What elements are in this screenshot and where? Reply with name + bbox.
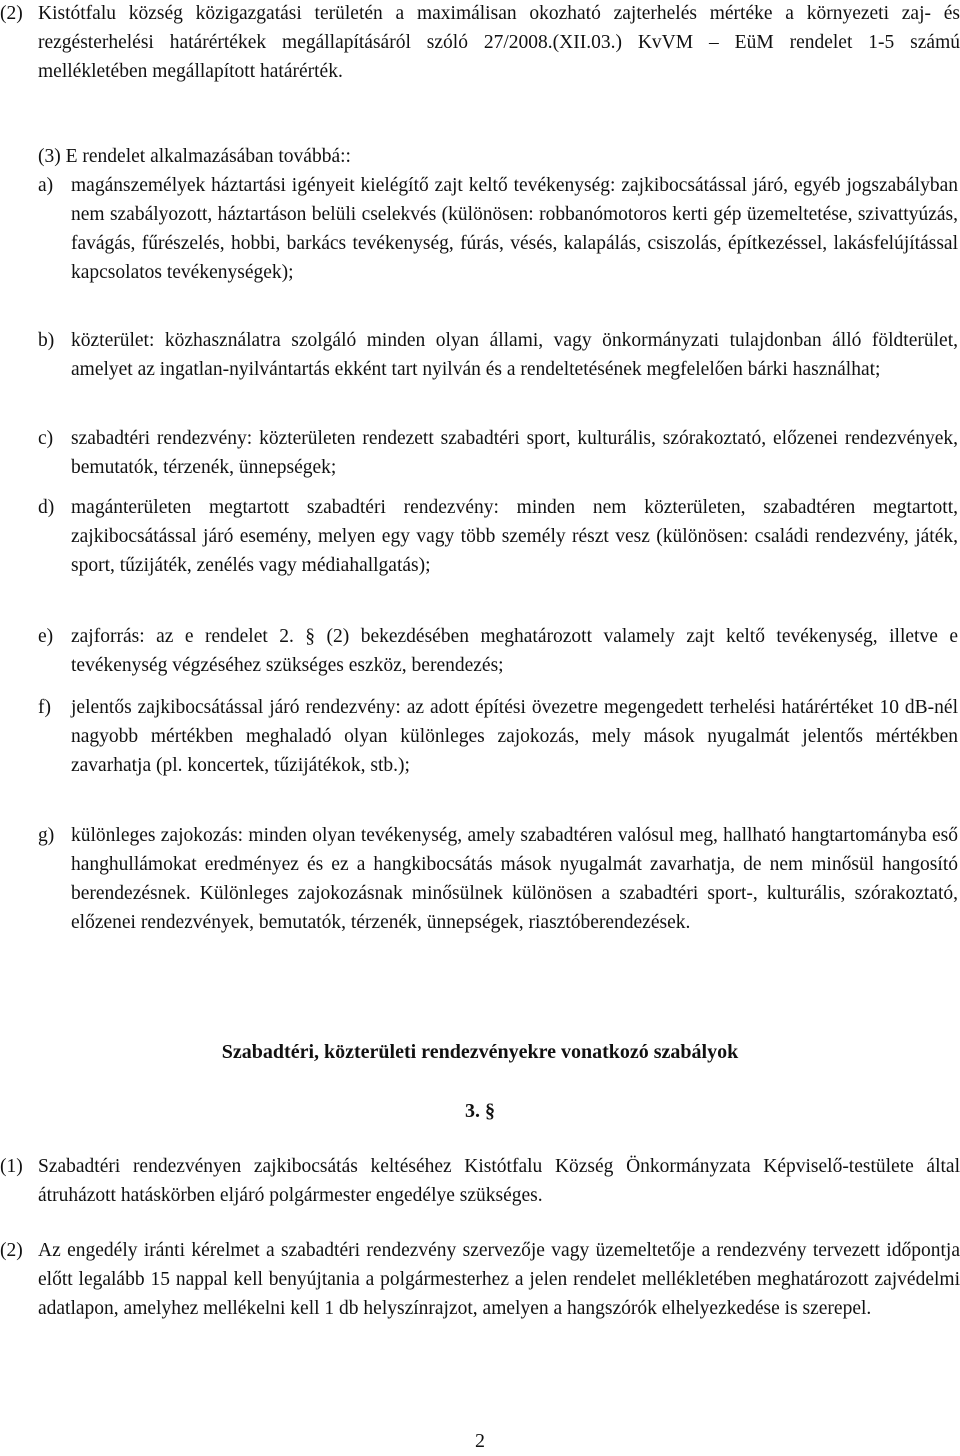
definition-c <box>38 424 958 482</box>
definition-b-label: b) <box>38 330 55 351</box>
definition-b <box>38 326 958 384</box>
section-number: 3. § <box>465 1100 495 1122</box>
definition-b-text: közterület: közhasználatra szolgáló minden olyan állami, vagy önkormányzati tulajdonban álló földterület, amelyet az ingatlan-nyilvántartás ekként tart nyilván és a rendeltetésének megfelelően bárki használhat; <box>71 330 958 380</box>
paragraph-2 <box>0 0 960 86</box>
page-number: 2 <box>475 1430 485 1452</box>
paragraph-2-text: Kistótfalu község közigazgatási területén a maximálisan okozható zajterhelés mértéke a környezeti zaj- és rezgésterhelési határértékek megállapításáról szóló 27/2008.(XII.03.) KvVM – EüM rendelet 1-5 számú mellékletében megállapított határérték. <box>38 3 960 82</box>
definition-f <box>38 693 958 780</box>
section-paragraph-1-text: Szabadtéri rendezvényen zajkibocsátás keltéséhez Kistótfalu Község Önkormányzata Képviselő-testülete által átruházott hatáskörben eljáró polgármester engedélye szükséges. <box>38 1156 960 1206</box>
definition-e <box>38 622 958 680</box>
definition-d <box>38 493 958 580</box>
definition-e-label: e) <box>38 626 54 647</box>
definition-g <box>38 821 958 937</box>
section-paragraph-1 <box>0 1152 960 1210</box>
definition-e-text: zajforrás: az e rendelet 2. § (2) bekezdésében meghatározott valamely zajt keltő tevékenység, illetve e tevékenység végzéséhez szükséges eszköz, berendezés; <box>71 626 958 676</box>
definition-a-label: a) <box>38 175 54 196</box>
section-paragraph-1-label: (1) <box>0 1156 23 1177</box>
definition-c-label: c) <box>38 428 54 449</box>
definition-f-label: f) <box>38 697 51 718</box>
section-paragraph-2-label: (2) <box>0 1240 23 1261</box>
definition-d-text: magánterületen megtartott szabadtéri rendezvény: minden nem közterületen, szabadtéren megtartott, zajkibocsátással járó esemény, melyen egy vagy több személy részt vesz (különösen: családi rendezvény, játék, sport, tűzijáték, zenélés vagy médiahallgatás); <box>71 497 958 576</box>
definition-d-label: d) <box>38 497 55 518</box>
definition-g-text: különleges zajokozás: minden olyan tevékenység, amely szabadtéren valósul meg, hallható hangtartományba eső hanghullámokat eredményez és ez a hangkibocsátás mások nyugalmát zavarhatja, de nem minősül hangosító berendezésnek. Különleges zajokozásnak minősülnek különösen a szabadtéri sport-, kulturális, szórakoztató, előzenei rendezvények, bemutatók, térzenék, ünnepségek, riasztóberendezések. <box>71 825 958 933</box>
paragraph-2-label: (2) <box>0 3 23 24</box>
definition-f-text: jelentős zajkibocsátással járó rendezvény: az adott építési övezetre megengedett terhelési határértéket 10 dB-nél nagyobb mértékben meghaladó olyan különleges zajokozás, mely mások nyugalmát jelentős mértékben zavarhatja (pl. koncertek, tűzijátékok, stb.); <box>71 697 958 776</box>
definition-g-label: g) <box>38 825 55 846</box>
definition-a <box>38 171 958 287</box>
definition-c-text: szabadtéri rendezvény: közterületen rendezett szabadtéri sport, kulturális, szórakoztató, előzenei rendezvények, bemutatók, térzenék, ünnepségek; <box>71 428 958 478</box>
paragraph-3-intro: (3) E rendelet alkalmazásában továbbá:: <box>38 146 351 167</box>
section-heading: Szabadtéri, közterületi rendezvényekre vonatkozó szabályok <box>221 1041 739 1063</box>
section-paragraph-2 <box>0 1236 960 1323</box>
section-paragraph-2-text: Az engedély iránti kérelmet a szabadtéri rendezvény szervezője vagy üzemeltetője a rendezvény tervezett időpontja előtt legalább 15 nappal kell benyújtania a polgármesterhez a jelen rendelet mellékletében meghatározott zajvédelmi adatlapon, amelyhez mellékelni kell 1 db helyszínrajzot, amelyen a hangszórók elhelyezkedése is szerepel. <box>38 1240 960 1319</box>
definition-a-text: magánszemélyek háztartási igényeit kielégítő zajt keltő tevékenység: zajkibocsátással járó, egyéb jogszabályban nem szabályozott, háztartáson belüli cselekvés (különösen: robbanómotoros kerti gép üzemeltetése, szivattyúzás, favágás, fűrészelés, hobbi, barkács tevékenység, fúrás, vésés, kalapálás, csiszolás, építkezéssel, lakásfelújítással kapcsolatos tevékenységek); <box>71 175 958 283</box>
